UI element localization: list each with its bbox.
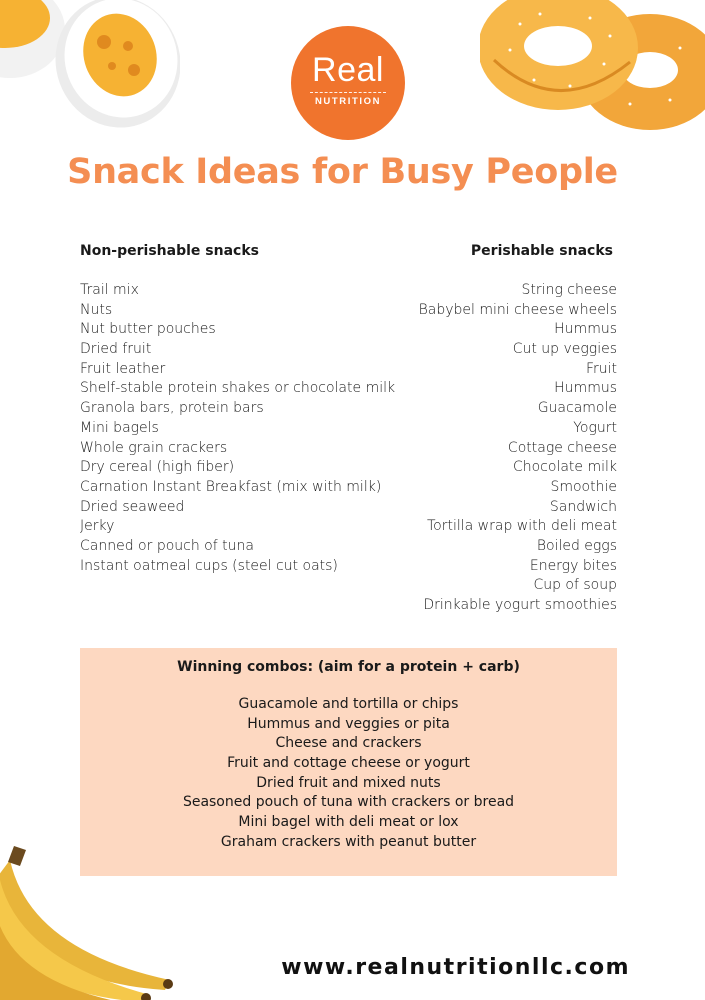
perishable-column xyxy=(317,241,617,616)
list-item: Chocolate milk xyxy=(512,459,617,476)
list-item: Dry cereal (high fiber) xyxy=(80,459,235,476)
list-item: Cut up veggies xyxy=(512,341,617,358)
list-item: Cheese and crackers xyxy=(275,735,422,752)
list-item: Trail mix xyxy=(80,282,139,298)
list-item: Hummus xyxy=(554,321,617,338)
logo-subtitle: NUTRITION xyxy=(314,96,382,107)
list-item: Cottage cheese xyxy=(507,439,617,456)
list-item: Jerky xyxy=(80,518,115,535)
website-url: www.realnutritionllc.com xyxy=(281,955,630,980)
winning-combos-box xyxy=(80,648,617,876)
non-perishable-heading: Non-perishable snacks xyxy=(80,243,259,259)
list-item: Nuts xyxy=(80,301,113,318)
list-item: Dried seaweed xyxy=(80,498,185,515)
list-item: Carnation Instant Breakfast (mix with milk) xyxy=(80,478,382,495)
list-item: Mini bagels xyxy=(80,419,159,436)
list-item: Cup of soup xyxy=(533,577,617,594)
brand-logo xyxy=(291,26,405,140)
list-item: Fruit and cottage cheese or yogurt xyxy=(227,755,470,772)
combos-heading: Winning combos: (aim for a protein + carb) xyxy=(177,659,520,675)
perishable-list xyxy=(317,281,617,616)
list-item: Instant oatmeal cups (steel cut oats) xyxy=(80,557,338,574)
list-item: Canned or pouch of tuna xyxy=(80,537,254,554)
bagel-illustration xyxy=(480,0,705,135)
list-item: Mini bagel with deli meat or lox xyxy=(238,814,459,831)
list-item: Seasoned pouch of tuna with crackers or bread xyxy=(182,794,515,811)
perishable-heading: Perishable snacks xyxy=(470,243,613,259)
list-item: Whole grain crackers xyxy=(80,439,228,456)
list-item: Nut butter pouches xyxy=(80,321,216,338)
list-item: Sandwich xyxy=(549,498,617,515)
list-item: Hummus xyxy=(554,380,617,397)
list-item: Drinkable yogurt smoothies xyxy=(423,597,617,613)
list-item: Boiled eggs xyxy=(536,537,617,554)
list-item: Guacamole and tortilla or chips xyxy=(238,696,459,712)
page-title: Snack Ideas for Busy People xyxy=(67,152,618,192)
list-item: Dried fruit and mixed nuts xyxy=(256,774,441,791)
list-item: String cheese xyxy=(521,282,617,298)
list-item: Fruit leather xyxy=(80,360,166,377)
list-item: Guacamole xyxy=(537,400,617,417)
list-item: Granola bars, protein bars xyxy=(80,400,264,417)
list-item: Smoothie xyxy=(550,478,617,495)
list-item: Fruit xyxy=(585,360,617,377)
list-item: Graham crackers with peanut butter xyxy=(220,833,477,850)
list-item: Dried fruit xyxy=(80,341,152,358)
list-item: Shelf-stable protein shakes or chocolate milk xyxy=(80,380,396,397)
list-item: Hummus and veggies or pita xyxy=(247,715,450,732)
combos-list xyxy=(80,695,617,853)
list-item: Yogurt xyxy=(573,419,617,436)
logo-wordmark: Real xyxy=(312,51,384,89)
list-item: Babybel mini cheese wheels xyxy=(418,301,617,318)
list-item: Energy bites xyxy=(529,557,617,574)
list-item: Tortilla wrap with deli meat xyxy=(426,518,617,535)
boiled-egg-illustration xyxy=(0,0,180,130)
logo-divider xyxy=(310,92,386,93)
